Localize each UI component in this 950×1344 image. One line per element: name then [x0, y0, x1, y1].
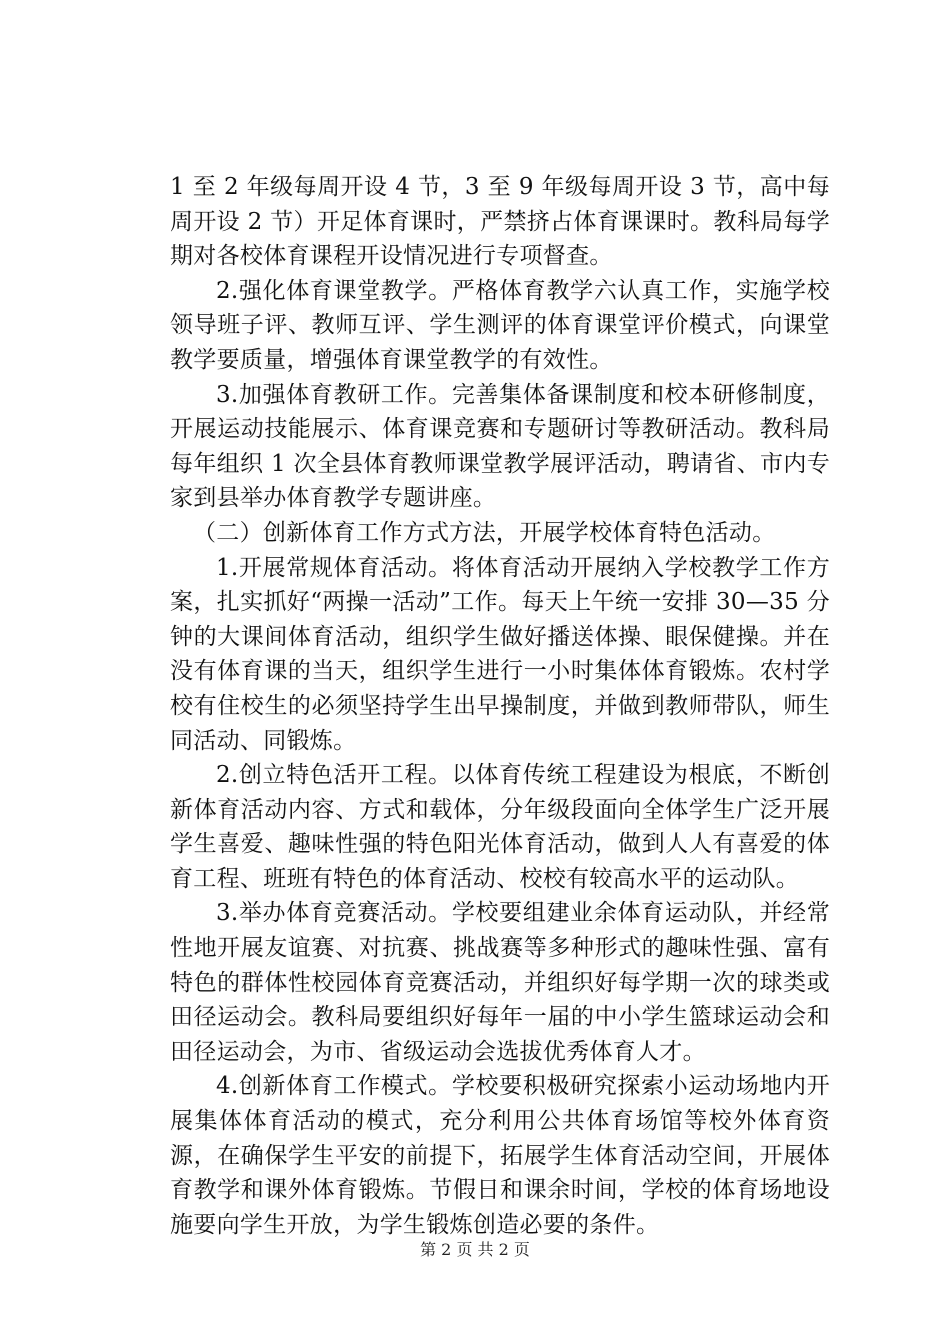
paragraph-classroom-teaching: 2.强化体育课堂教学。严格体育教学六认真工作，实施学校领导班子评、教师互评、学生测评的体育课堂评价模式，向课堂教学要质量，增强体育课堂教学的有效性。	[170, 277, 830, 373]
page-footer: 第 2 页 共 2 页	[420, 1240, 530, 1259]
paragraph-work-mode: 4.创新体育工作模式。学校要积极研究探索小运动场地内开展集体体育活动的模式，充分利用公共体育场馆等校外体育资源，在确保学生平安的前提下，拓展学生体育活动空间，开展体育教学和课外体育锻炼。节假日和课余时间，学校的体育场地设施要向学生开放，为学生锻炼创造必要的条件。	[170, 1073, 830, 1238]
paragraph-competitions: 3.举办体育竞赛活动。学校要组建业余体育运动队，并经常性地开展友谊赛、对抗赛、挑战赛等多种形式的趣味性强、富有特色的群体性校园体育竞赛活动，并组织好每学期一次的球类或田径运动会。教科局要组织好每年一届的中小学生篮球运动会和田径运动会，为市、省级运动会选拔优秀体育人才。	[170, 900, 830, 1065]
paragraph-routine-activities: 1.开展常规体育活动。将体育活动开展纳入学校教学工作方案，扎实抓好“两操一活动”工作。每天上午统一安排 30—35 分钟的大课间体育活动，组织学生做好播送体操、眼保健操。并在没有体育课的当天，组织学生进行一小时集体体育锻炼。农村学校有住校生的必须坚持学生出早操制度，并做到教师带队，师生同活动、同锻炼。	[170, 554, 830, 754]
paragraph-continuation: 1 至 2 年级每周开设 4 节，3 至 9 年级每周开设 3 节，高中每周开设 2 节）开足体育课时，严禁挤占体育课课时。教科局每学期对各校体育课程开设情况进行专项督查。	[170, 174, 830, 270]
paragraph-featured-projects: 2.创立特色活开工程。以体育传统工程建设为根底，不断创新体育活动内容、方式和载体，分年级段面向全体学生广泛开展学生喜爱、趣味性强的特色阳光体育活动，做到人人有喜爱的体育工程、班班有特色的体育活动、校校有较高水平的运动队。	[170, 762, 830, 892]
document-body	[170, 170, 830, 1242]
section-heading-two: （二）创新体育工作方式方法，开展学校体育特色活动。	[193, 519, 776, 546]
paragraph-teaching-research: 3.加强体育教研工作。完善集体备课制度和校本研修制度，开展运动技能展示、体育课竞赛和专题研讨等教研活动。教科局每年组织 1 次全县体育教师课堂教学展评活动，聘请省、市内专家到县举办体育教学专题讲座。	[170, 381, 830, 512]
